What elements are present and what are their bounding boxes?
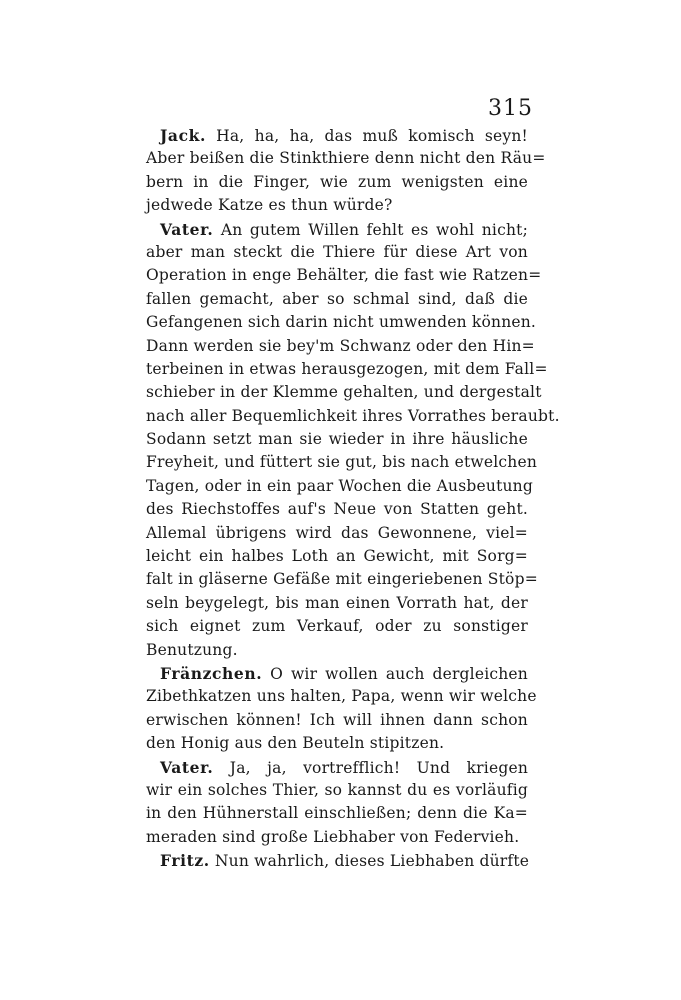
text-line — [146, 241, 528, 264]
line-text: Ha, ha, ha, das muß komisch seyn! — [205, 127, 528, 145]
line-text: fallen gemacht, aber so schmal sind, daß die — [146, 289, 528, 308]
speaker-name: Fritz. — [160, 851, 210, 871]
text-line — [146, 358, 548, 381]
line-text: den Honig aus den Beuteln stipitzen. — [146, 734, 445, 753]
line-text: aber man steckt die Thiere für diese Art von — [146, 242, 528, 261]
line-text: nach aller Bequemlichkeit ihres Vorrathes beraubt. — [146, 406, 560, 425]
text-line — [146, 288, 528, 311]
text-line — [146, 147, 546, 170]
line-text: leicht ein halbes Loth an Gewicht, mit Sorg= — [146, 547, 528, 566]
line-text: Allemal übrigens wird das Gewonnene, viel= — [146, 523, 528, 542]
line-text: sich eignet zum Verkauf, oder zu sonstiger — [146, 617, 528, 636]
text-line — [146, 522, 528, 545]
speaker-name: Vater. — [160, 757, 214, 777]
line-text: schieber in der Klemme gehalten, und dergestalt — [146, 383, 542, 402]
line-text: meraden sind große Liebhaber von Federvieh. — [146, 827, 520, 846]
text-line — [146, 171, 528, 194]
text-line — [146, 639, 528, 662]
text-line — [146, 545, 528, 568]
line-text: O wir wollen auch dergleichen — [262, 664, 528, 683]
line-text: Zibethkatzen uns halten, Papa, wenn wir welche — [146, 687, 537, 706]
text-line — [146, 335, 535, 358]
line-text: Tagen, oder in ein paar Wochen die Ausbeutung — [146, 476, 533, 495]
line-text: seln beygelegt, bis man einen Vorrath hat, der — [146, 593, 528, 612]
line-text: Sodann setzt man sie wieder in ihre häusliche — [146, 430, 528, 449]
line-text: wir ein solches Thier, so kannst du es vorläufig — [146, 780, 528, 799]
line-text: erwischen können! Ich will ihnen dann schon — [146, 710, 528, 729]
text-line — [146, 592, 528, 615]
text-line — [146, 779, 528, 802]
text-line — [146, 685, 537, 708]
text-line — [146, 826, 528, 849]
text-line — [146, 615, 528, 638]
line-text: in den Hühnerstall einschließen; denn die Ka= — [146, 804, 528, 823]
line-text: Gefangenen sich darin nicht umwenden können. — [146, 313, 537, 332]
speaker-name: Jack. — [160, 126, 206, 145]
page-number: 315 — [488, 96, 533, 121]
body-text — [146, 124, 560, 873]
line-text: Aber beißen die Stinkthiere denn nicht den Räu= — [146, 149, 546, 168]
line-text: bern in die Finger, wie zum wenigsten eine — [146, 172, 528, 191]
text-line — [146, 124, 528, 147]
line-text: Operation in enge Behälter, die fast wie Ratzen= — [146, 266, 542, 285]
speaker-name: Vater. — [160, 219, 214, 239]
text-line — [146, 311, 537, 334]
text-line — [146, 451, 538, 474]
line-text: Ja, ja, vortrefflich! Und kriegen — [213, 758, 528, 777]
text-line — [146, 381, 542, 404]
speaker-name: Fränzchen. — [160, 663, 263, 683]
text-line — [146, 405, 560, 428]
text-line — [146, 802, 528, 825]
line-text: Benutzung. — [146, 640, 238, 659]
line-text: An gutem Willen fehlt es wohl nicht; — [213, 220, 528, 239]
text-line — [146, 662, 528, 685]
text-line — [146, 756, 528, 779]
text-line — [146, 568, 538, 591]
text-line — [146, 732, 528, 755]
text-line — [146, 709, 528, 732]
line-text: jedwede Katze es thun würde? — [146, 196, 393, 215]
text-line — [146, 194, 528, 217]
line-text: falt in gläserne Gefäße mit eingeriebenen Stöp= — [146, 570, 538, 589]
line-text: terbeinen in etwas herausgezogen, mit dem Fall= — [146, 359, 548, 378]
line-text: des Riechstoffes auf's Neue von Statten geht. — [146, 500, 528, 519]
text-line — [146, 849, 528, 872]
text-line — [146, 264, 542, 287]
text-line — [146, 218, 528, 241]
text-line — [146, 498, 528, 521]
line-text: Freyheit, und füttert sie gut, bis nach etwelchen — [146, 453, 538, 472]
line-text: Nun wahrlich, dieses Liebhaben dürfte — [209, 852, 530, 871]
text-line — [146, 428, 528, 451]
line-text: Dann werden sie bey'm Schwanz oder den Hin= — [146, 336, 535, 355]
text-line — [146, 475, 533, 498]
